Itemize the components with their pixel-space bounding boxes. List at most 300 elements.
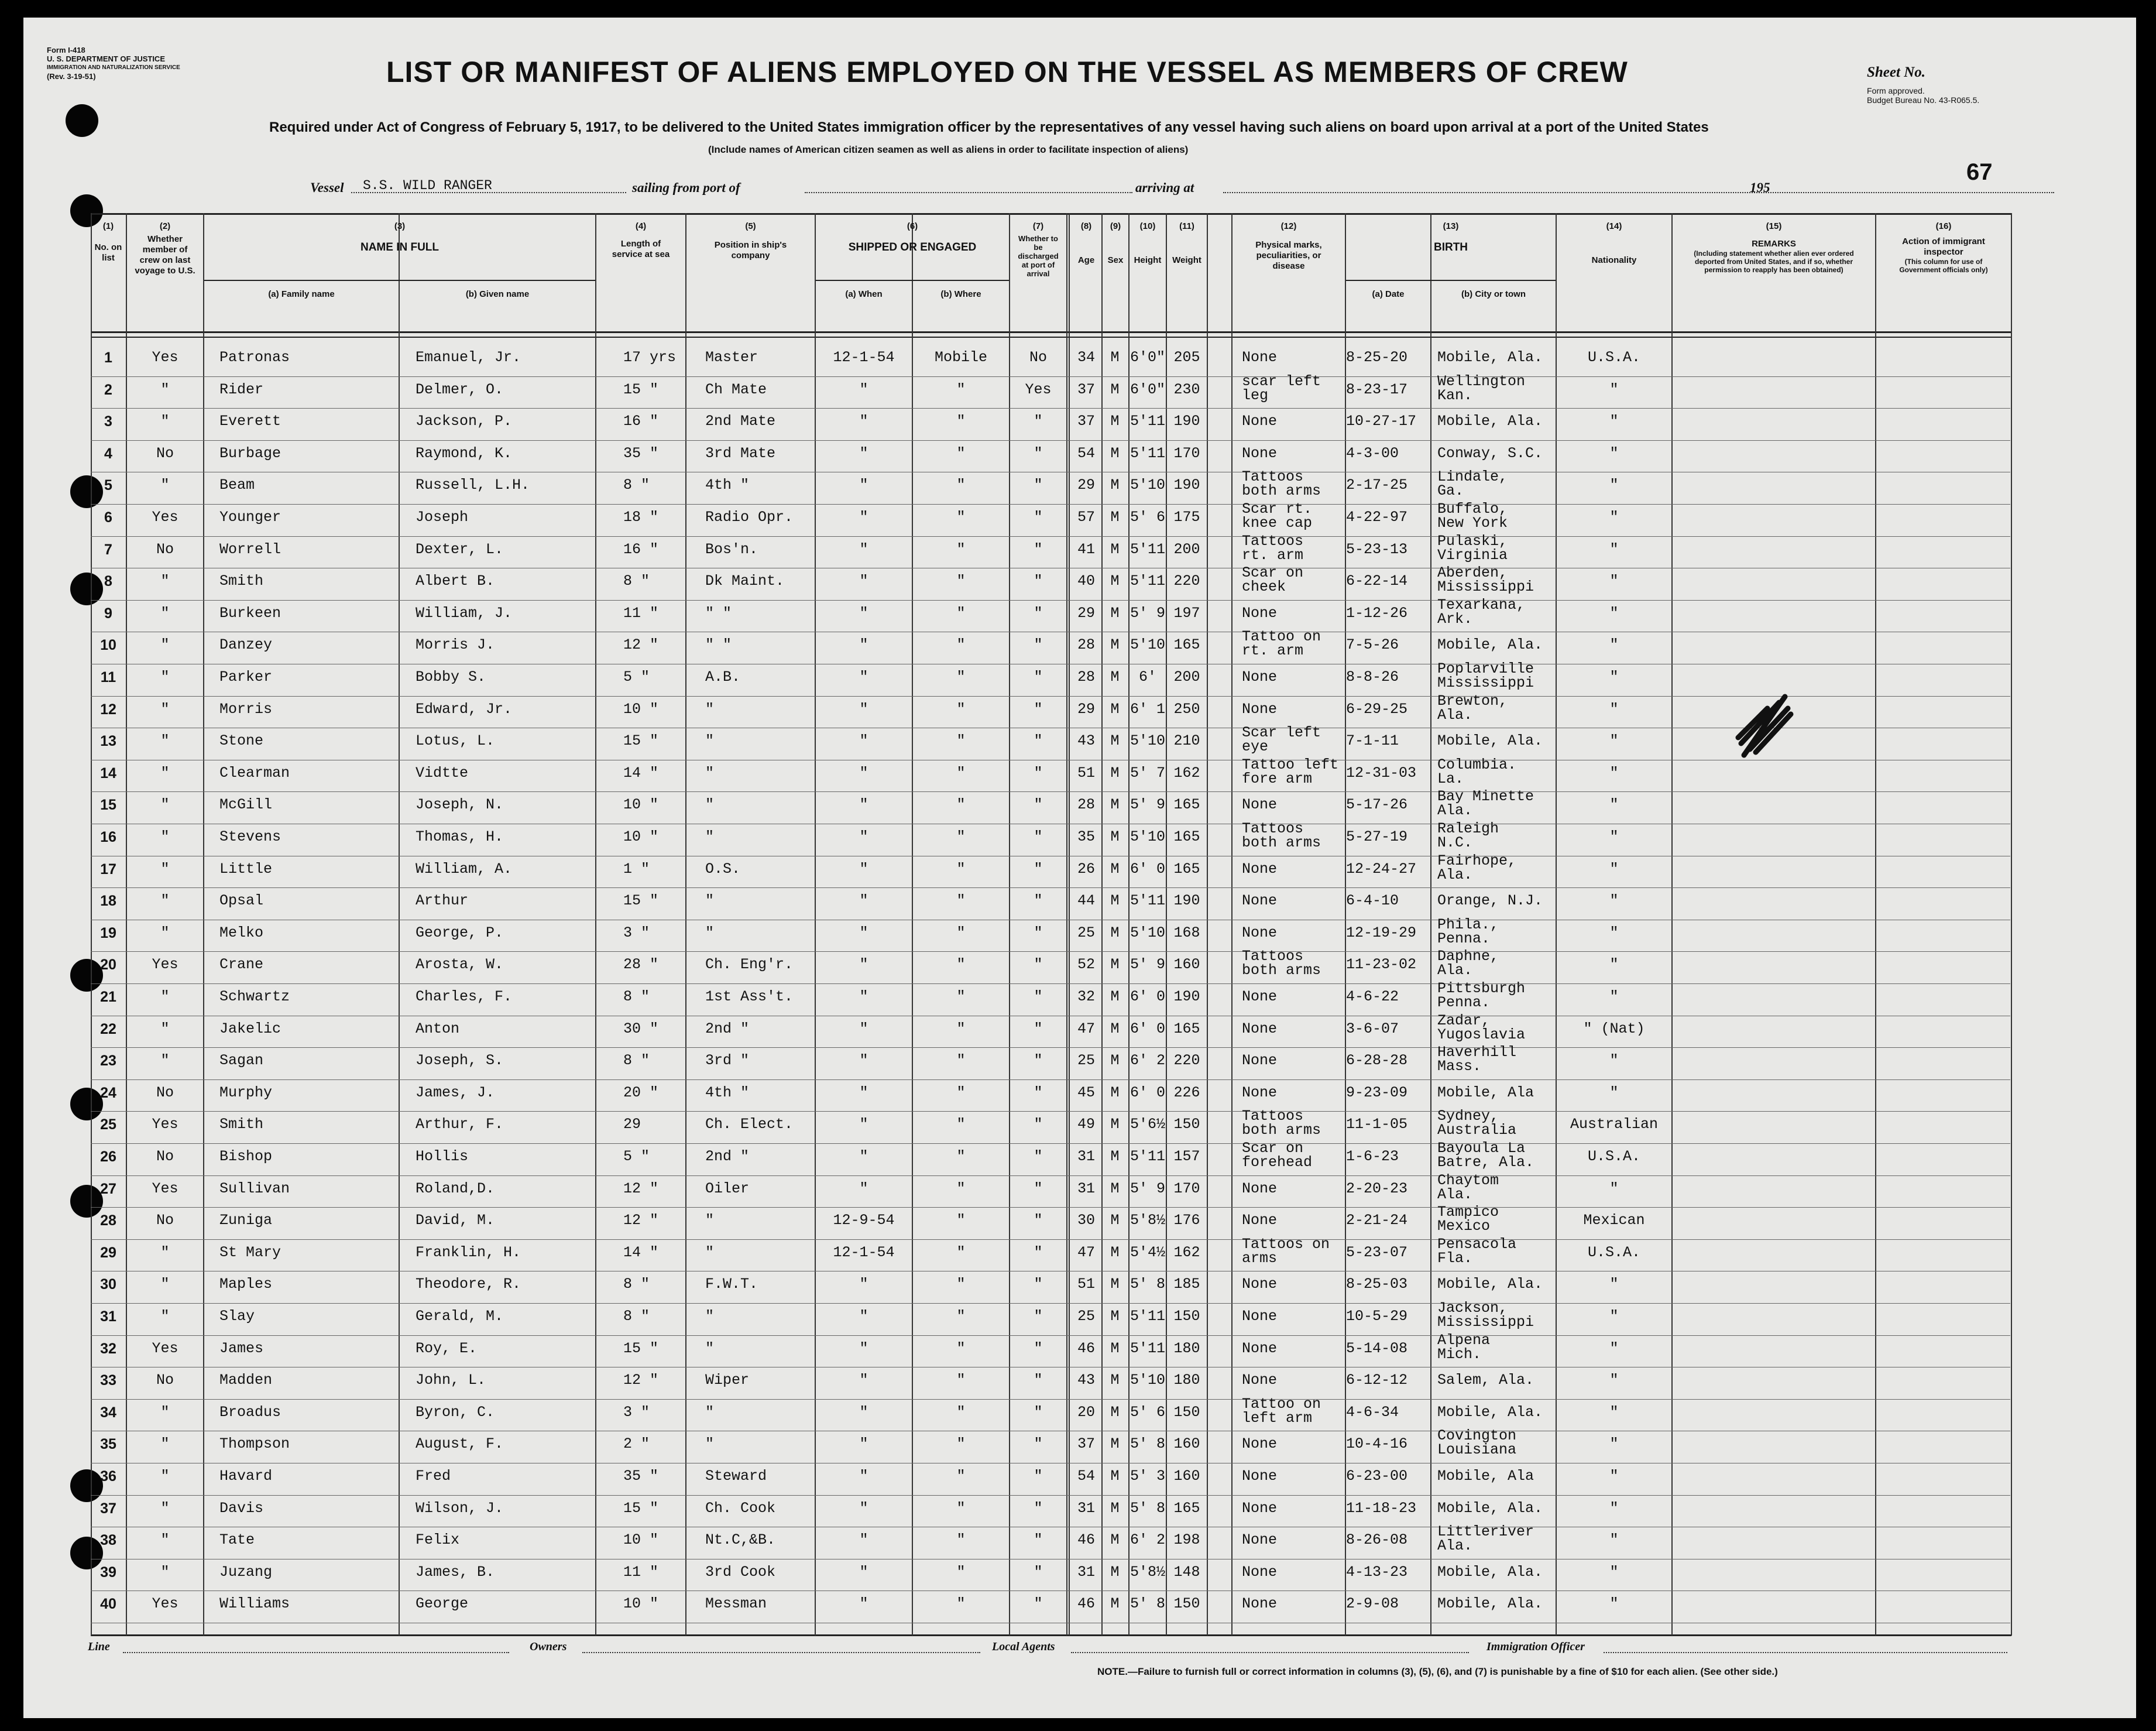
col-3b-header: (b) Given name [465, 289, 530, 299]
cell-service: 14 " [623, 764, 659, 781]
cell-nat: " [1609, 892, 1619, 910]
cell-height: 5'11 [1130, 1339, 1165, 1357]
cell-weight: 165 [1173, 1499, 1200, 1517]
cell-where: " [956, 1020, 966, 1037]
cell-family: Burbage [219, 444, 281, 462]
col-6a-header: (a) When [845, 289, 883, 299]
col-6b-header: (b) Where [940, 289, 981, 299]
cell-when: " [859, 1308, 868, 1325]
punch-hole [66, 104, 98, 137]
cell-city: Daphne, [1437, 948, 1499, 965]
cell-age: 41 [1077, 540, 1095, 558]
cell-given: David, M. [416, 1212, 495, 1229]
cell-prev: " [160, 764, 170, 781]
cell-n: 12 [100, 701, 116, 718]
cell-n: 11 [100, 669, 116, 685]
cell-sex: M [1110, 1595, 1120, 1613]
cell-age: 44 [1077, 892, 1095, 910]
cell-age: 31 [1077, 1499, 1095, 1517]
cell-service: 3 " [623, 924, 650, 941]
cell-discharge: " [1034, 796, 1043, 814]
cell-nat: " [1609, 1531, 1619, 1549]
cell-n: 33 [100, 1372, 116, 1389]
cell-when: " [859, 1595, 868, 1613]
cell-city2: Kan. [1437, 386, 1473, 404]
cell-family: James [219, 1339, 264, 1357]
cell-service: 11 " [623, 604, 659, 622]
cell-height: 5'11 [1130, 413, 1165, 430]
cell-position: " [705, 828, 715, 845]
cell-marks: None [1242, 1276, 1278, 1293]
cell-prev: " [160, 1403, 170, 1421]
cell-prev: " [160, 413, 170, 430]
cell-height: 5'4½ [1130, 1243, 1165, 1261]
row-rule [91, 951, 2010, 952]
cell-prev: " [160, 1020, 170, 1037]
cell-position: 4th " [705, 477, 750, 494]
cell-discharge: " [1034, 1339, 1043, 1357]
cell-position: " [705, 1308, 715, 1325]
cell-sex: M [1110, 1499, 1120, 1517]
cell-where: " [956, 1212, 966, 1229]
cell-date: 4-3-00 [1346, 444, 1399, 462]
cell-n: 29 [100, 1244, 116, 1261]
cell-position: Bos'n. [705, 540, 758, 558]
cell-sex: M [1110, 1180, 1120, 1197]
cell-service: 8 " [623, 573, 650, 590]
cell-position: Nt.C,&B. [705, 1531, 776, 1549]
cell-height: 5'10 [1130, 828, 1165, 845]
cell-given: George, P. [416, 924, 504, 941]
cell-where: " [956, 1372, 966, 1389]
cell-service: 35 " [623, 1468, 659, 1485]
cell-nat: " [1609, 573, 1619, 590]
cell-height: 5' 9 [1130, 1180, 1165, 1197]
cell-where: " [956, 413, 966, 430]
cell-prev: " [160, 700, 170, 718]
form-id-line: IMMIGRATION AND NATURALIZATION SERVICE [47, 64, 180, 71]
cell-where: " [956, 1308, 966, 1325]
col-9-header [1103, 221, 1128, 266]
cell-age: 30 [1077, 1212, 1095, 1229]
cell-marks: Scar on [1242, 564, 1304, 582]
cell-service: 11 " [623, 1563, 659, 1581]
cell-nat: " [1609, 1372, 1619, 1389]
column-rule [685, 213, 686, 1636]
cell-when: " [859, 732, 868, 750]
cell-weight: 150 [1173, 1595, 1200, 1613]
cell-where: " [956, 1148, 966, 1165]
cell-when: " [859, 636, 868, 654]
cell-n: 9 [104, 605, 112, 622]
cell-family: Parker [219, 669, 273, 685]
row-rule [91, 983, 2010, 984]
cell-weight: 162 [1173, 1243, 1200, 1261]
cell-city: Covington [1437, 1427, 1517, 1445]
cell-weight: 190 [1173, 413, 1200, 430]
col-15-title: REMARKS [1752, 239, 1796, 249]
table-top-rule [91, 213, 2011, 215]
cell-service: 29 [623, 1116, 641, 1133]
cell-city: Phila., [1437, 916, 1499, 933]
cell-city: Jackson, [1437, 1300, 1508, 1317]
cell-position: Oiler [705, 1180, 750, 1197]
cell-city2: La. [1437, 770, 1464, 787]
row-rule [91, 408, 2010, 409]
cell-where: " [956, 1499, 966, 1517]
cell-where: " [956, 477, 966, 494]
cell-marks: Scar left [1242, 724, 1321, 742]
cell-service: 2 " [623, 1435, 650, 1453]
col-10-header [1130, 221, 1166, 266]
cell-height: 5'11 [1130, 892, 1165, 910]
cell-given: Roland,D. [416, 1180, 495, 1197]
cell-nat: " [1609, 700, 1619, 718]
cell-city: Bay Minette [1437, 788, 1534, 805]
cell-age: 47 [1077, 1020, 1095, 1037]
cell-city: Texarkana, [1437, 596, 1526, 613]
col-13b-header: (b) City or town [1461, 289, 1526, 299]
cell-sex: M [1110, 1372, 1120, 1389]
cell-prev: " [160, 381, 170, 398]
cell-when: " [859, 988, 868, 1005]
cell-sex: M [1110, 988, 1120, 1005]
cell-prev: " [160, 924, 170, 941]
cell-sex: M [1110, 1243, 1120, 1261]
col-9-title: Sex [1107, 255, 1124, 265]
cell-city2: N.C. [1437, 834, 1473, 851]
cell-discharge: " [1034, 1276, 1043, 1293]
cell-when: " [859, 1180, 868, 1197]
cell-marks2: forehead [1242, 1154, 1313, 1171]
cell-when: " [859, 1276, 868, 1293]
cell-date: 7-5-26 [1346, 636, 1399, 654]
cell-city: Haverhill [1437, 1044, 1517, 1061]
cell-city2: Mississippi [1437, 578, 1534, 596]
cell-service: 15 " [623, 1499, 659, 1517]
cell-family: Patronas [219, 349, 290, 366]
cell-city2: Ala. [1437, 1537, 1473, 1555]
cell-prev: Yes [152, 956, 178, 974]
cell-service: 10 " [623, 828, 659, 845]
cell-weight: 150 [1173, 1308, 1200, 1325]
cell-when: " [859, 1403, 868, 1421]
cell-sex: M [1110, 413, 1120, 430]
cell-date: 6-28-28 [1346, 1052, 1408, 1070]
cell-service: 8 " [623, 1308, 650, 1325]
cell-discharge: " [1034, 1180, 1043, 1197]
cell-where: " [956, 1531, 966, 1549]
cell-where: " [956, 1435, 966, 1453]
cell-discharge: " [1034, 1595, 1043, 1613]
cell-nat: " [1609, 381, 1619, 398]
cell-sex: M [1110, 1563, 1120, 1581]
cell-service: 15 " [623, 892, 659, 910]
cell-n: 7 [104, 541, 112, 558]
column-rule [2011, 213, 2012, 1636]
cell-date: 6-29-25 [1346, 700, 1408, 718]
cell-family: Crane [219, 956, 264, 974]
cell-weight: 185 [1173, 1276, 1200, 1293]
row-rule [91, 1079, 2010, 1080]
cell-family: Opsal [219, 892, 264, 910]
cell-marks: Tattoos [1242, 532, 1304, 550]
cell-marks: None [1242, 1435, 1278, 1453]
cell-weight: 170 [1173, 444, 1200, 462]
cell-n: 32 [100, 1340, 116, 1357]
cell-service: 17 yrs [623, 349, 677, 366]
cell-weight: 165 [1173, 828, 1200, 845]
cell-prev: " [160, 860, 170, 878]
cell-n: 18 [100, 893, 116, 910]
cell-discharge: " [1034, 1148, 1043, 1165]
cell-discharge: " [1034, 509, 1043, 526]
cell-family: Danzey [219, 636, 273, 654]
cell-sex: M [1110, 1403, 1120, 1421]
cell-nat: " [1609, 956, 1619, 974]
cell-family: St Mary [219, 1243, 281, 1261]
cell-position: " [705, 1403, 715, 1421]
cell-weight: 190 [1173, 477, 1200, 494]
cell-discharge: " [1034, 732, 1043, 750]
cell-n: 40 [100, 1596, 116, 1613]
cell-age: 29 [1077, 604, 1095, 622]
cell-prev: No [156, 1212, 174, 1229]
cell-sex: M [1110, 1435, 1120, 1453]
cell-weight: 150 [1173, 1116, 1200, 1133]
cell-city2: Ark. [1437, 610, 1473, 628]
cell-given: Jackson, P. [416, 413, 513, 430]
cell-nat: " [1609, 413, 1619, 430]
sailing-from-field [805, 179, 1132, 193]
col-1-title: No. on list [94, 242, 122, 263]
cell-city: Alpena [1437, 1331, 1491, 1349]
cell-age: 32 [1077, 988, 1095, 1005]
col-11-title: Weight [1172, 255, 1201, 265]
cell-sex: M [1110, 349, 1120, 366]
cell-discharge: " [1034, 1212, 1043, 1229]
cell-sex: M [1110, 924, 1120, 941]
cell-height: 6' [1138, 669, 1156, 685]
cell-sex: M [1110, 477, 1120, 494]
cell-discharge: " [1034, 1052, 1043, 1070]
col-9-number: (9) [1110, 221, 1121, 231]
cell-date: 3-6-07 [1346, 1020, 1399, 1037]
cell-when: " [859, 1372, 868, 1389]
cell-weight: 210 [1173, 732, 1200, 750]
cell-height: 5'10 [1130, 732, 1165, 750]
cell-where: " [956, 669, 966, 685]
cell-discharge: " [1034, 1403, 1043, 1421]
cell-marks: None [1242, 860, 1278, 878]
col-8-header [1071, 221, 1101, 266]
cell-prev: " [160, 1531, 170, 1549]
cell-position: " " [705, 604, 732, 622]
column-rule [399, 213, 400, 1636]
row-rule [91, 791, 2010, 792]
cell-where: " [956, 636, 966, 654]
cell-prev: " [160, 477, 170, 494]
cell-position: Ch. Eng'r. [705, 956, 794, 974]
cell-height: 5' 8 [1130, 1595, 1165, 1613]
cell-where: " [956, 956, 966, 974]
cell-city: Wellington [1437, 372, 1526, 390]
col-10-title: Height [1134, 255, 1162, 265]
cell-discharge: " [1034, 444, 1043, 462]
cell-where: " [956, 988, 966, 1005]
cell-nat: " [1609, 988, 1619, 1005]
cell-sex: M [1110, 1468, 1120, 1485]
cell-given: Wilson, J. [416, 1499, 504, 1517]
cell-marks2: left arm [1242, 1409, 1313, 1427]
cell-when: " [859, 828, 868, 845]
cell-n: 21 [100, 989, 116, 1005]
cell-family: Stevens [219, 828, 281, 845]
cell-given: Joseph, S. [416, 1052, 504, 1070]
cell-date: 4-6-22 [1346, 988, 1399, 1005]
owners-field [582, 1652, 980, 1653]
cell-weight: 160 [1173, 1468, 1200, 1485]
cell-where: " [956, 1180, 966, 1197]
cell-nat: " [1609, 1308, 1619, 1325]
cell-sex: M [1110, 540, 1120, 558]
cell-service: 8 " [623, 988, 650, 1005]
cell-when: " [859, 1339, 868, 1357]
cell-position: Ch. Cook [705, 1499, 776, 1517]
cell-date: 12-31-03 [1346, 764, 1417, 781]
col-16-title: Action of immigrant inspector [1902, 236, 1985, 257]
cell-weight: 200 [1173, 540, 1200, 558]
cell-date: 7-1-11 [1346, 732, 1399, 750]
cell-discharge: " [1034, 988, 1043, 1005]
cell-where: " [956, 573, 966, 590]
cell-weight: 150 [1173, 1403, 1200, 1421]
row-rule [91, 1047, 2010, 1048]
cell-date: 12-24-27 [1346, 860, 1417, 878]
cell-prev: " [160, 828, 170, 845]
col-11-header [1167, 221, 1207, 266]
cell-family: Williams [219, 1595, 290, 1613]
cell-prev: " [160, 1243, 170, 1261]
cell-when: " [859, 413, 868, 430]
cell-age: 45 [1077, 1084, 1095, 1101]
cell-marks: None [1242, 669, 1278, 685]
cell-date: 2-21-24 [1346, 1212, 1408, 1229]
cell-position: " " [705, 636, 732, 654]
cell-city2: Batre, Ala. [1437, 1154, 1534, 1171]
cell-marks: None [1242, 1499, 1278, 1517]
cell-prev: " [160, 796, 170, 814]
row-rule [91, 504, 2010, 505]
cell-city2: Mich. [1437, 1345, 1482, 1363]
cell-weight: 226 [1173, 1084, 1200, 1101]
cell-date: 5-17-26 [1346, 796, 1408, 814]
cell-when: " [859, 444, 868, 462]
cell-family: Tate [219, 1531, 255, 1549]
cell-marks: Scar on [1242, 1140, 1304, 1157]
cell-given: James, J. [416, 1084, 495, 1101]
cell-sex: M [1110, 509, 1120, 526]
cell-marks: None [1242, 924, 1278, 941]
cell-age: 31 [1077, 1148, 1095, 1165]
cell-weight: 148 [1173, 1563, 1200, 1581]
cell-age: 35 [1077, 828, 1095, 845]
cell-marks2: eye [1242, 738, 1269, 756]
cell-age: 54 [1077, 1468, 1095, 1485]
cell-weight: 175 [1173, 509, 1200, 526]
cell-prev: " [160, 1499, 170, 1517]
cell-date: 11-18-23 [1346, 1499, 1417, 1517]
column-rule [1207, 213, 1208, 1636]
cell-where: " [956, 444, 966, 462]
cell-n: 27 [100, 1180, 116, 1197]
cell-height: 6' 0 [1130, 1084, 1165, 1101]
cell-sex: M [1110, 700, 1120, 718]
col-11-number: (11) [1179, 221, 1194, 231]
column-rule [1066, 213, 1067, 1636]
cell-city: Orange, N.J. [1437, 892, 1543, 910]
cell-weight: 165 [1173, 636, 1200, 654]
cell-date: 8-8-26 [1346, 669, 1399, 685]
cell-weight: 230 [1173, 381, 1200, 398]
cell-marks: scar left [1242, 372, 1321, 390]
cell-where: " [956, 1052, 966, 1070]
column-rule [203, 213, 204, 1636]
shipped-subheader-rule [816, 280, 1009, 281]
cell-where: " [956, 796, 966, 814]
cell-position: Ch Mate [705, 381, 767, 398]
row-rule [91, 536, 2010, 537]
cell-age: 46 [1077, 1531, 1095, 1549]
cell-given: August, F. [416, 1435, 504, 1453]
cell-given: Joseph [416, 509, 469, 526]
cell-date: 11-1-05 [1346, 1116, 1408, 1133]
cell-weight: 165 [1173, 860, 1200, 878]
cell-age: 43 [1077, 1372, 1095, 1389]
cell-city: Poplarville [1437, 660, 1534, 677]
cell-date: 6-23-00 [1346, 1468, 1408, 1485]
cell-given: Raymond, K. [416, 444, 513, 462]
cell-nat: U.S.A. [1587, 1148, 1640, 1165]
cell-position: " [705, 1212, 715, 1229]
cell-marks: Tattoos [1242, 948, 1304, 965]
immigration-officer-label: Immigration Officer [1486, 1640, 1585, 1653]
cell-nat: " [1609, 509, 1619, 526]
cell-n: 5 [104, 477, 112, 494]
cell-sex: M [1110, 828, 1120, 845]
cell-given: Charles, F. [416, 988, 513, 1005]
col-15-subtitle: (Including statement whether alien ever ordered deported from United States, and if so, whether permission to reapply has been obtained) [1694, 249, 1854, 274]
cell-date: 6-22-14 [1346, 573, 1408, 590]
header-bottom-rule-2 [91, 337, 2011, 338]
cell-position: Steward [705, 1468, 767, 1485]
cell-date: 5-14-08 [1346, 1339, 1408, 1357]
cell-position: " [705, 700, 715, 718]
cell-weight: 220 [1173, 573, 1200, 590]
cell-age: 47 [1077, 1243, 1095, 1261]
cell-given: Morris J. [416, 636, 495, 654]
cell-n: 35 [100, 1436, 116, 1453]
cell-given: Edward, Jr. [416, 700, 513, 718]
cell-position: " [705, 1435, 715, 1453]
cell-date: 1-6-23 [1346, 1148, 1399, 1165]
row-rule [91, 1239, 2010, 1240]
cell-discharge: Yes [1025, 381, 1052, 398]
cell-where: " [956, 732, 966, 750]
cell-marks2: both arms [1242, 482, 1321, 500]
col-8-title: Age [1077, 255, 1095, 265]
cell-sex: M [1110, 1276, 1120, 1293]
